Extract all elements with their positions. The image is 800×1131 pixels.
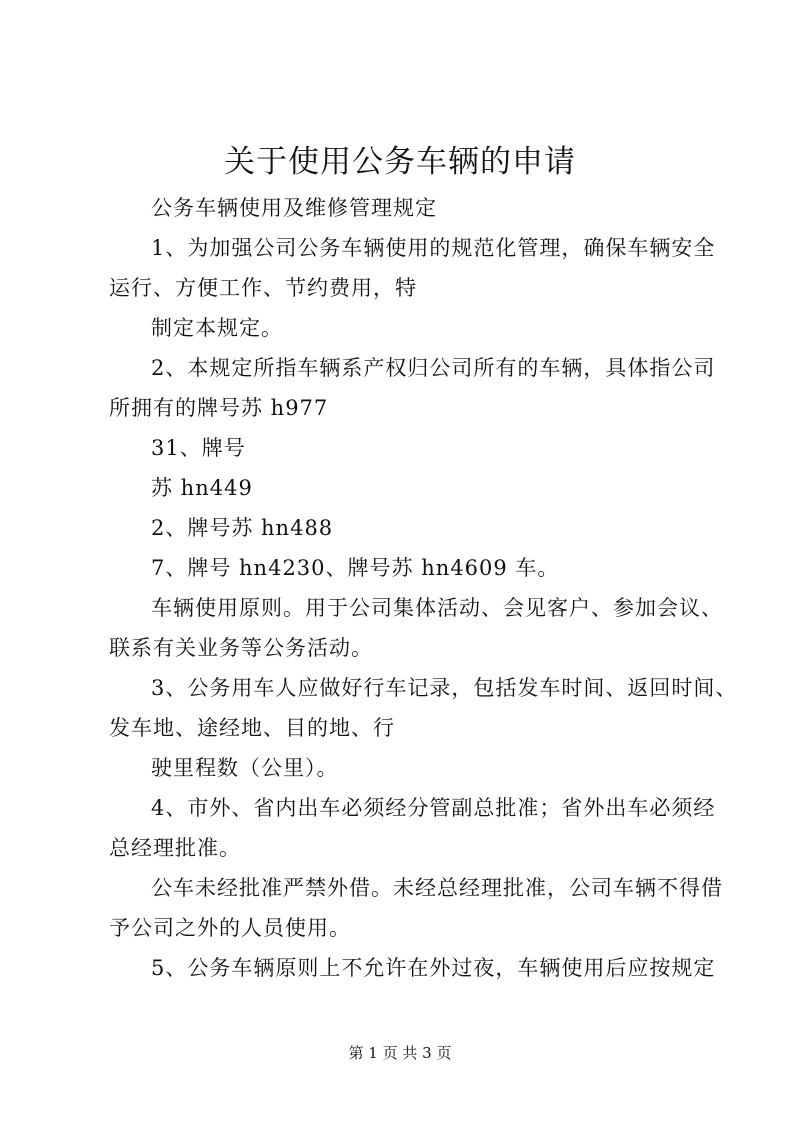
body-line: 2、牌号苏 hn488: [151, 516, 334, 540]
body-line: 31、牌号: [151, 436, 246, 460]
body-line: 1、为加强公司公务车辆使用的规范化管理，确保车辆安全: [151, 236, 716, 260]
body-line: 2、本规定所指车辆系产权归公司所有的车辆，具体指公司: [151, 356, 716, 380]
body-line: 公车未经批准严禁外借。未经总经理批准，公司车辆不得借: [151, 876, 723, 900]
body-line: 公务车辆使用及维修管理规定: [151, 196, 437, 220]
body-line: 总经理批准。: [109, 836, 241, 860]
body-line: 予公司之外的人员使用。: [109, 916, 351, 940]
body-line: 所拥有的牌号苏 h977: [109, 396, 329, 420]
body-line: 驶里程数（公里）。: [151, 756, 339, 780]
body-line: 4、市外、省内出车必须经分管副总批准；省外出车必须经: [151, 796, 716, 820]
body-line: 联系有关业务等公务活动。: [109, 636, 373, 660]
document-title: 关于使用公务车辆的申请: [224, 144, 576, 180]
body-line: 7、牌号 hn4230、牌号苏 hn4609 车。: [151, 556, 560, 580]
body-line: 发车地、途经地、目的地、行: [109, 716, 395, 740]
body-line: 苏 hn449: [151, 476, 253, 500]
body-line: 运行、方便工作、节约费用，特: [109, 276, 417, 300]
document-body: [109, 188, 738, 988]
body-line: 制定本规定。: [151, 316, 283, 340]
body-line: 3、公务用车人应做好行车记录，包括发车时间、返回时间、: [151, 676, 738, 700]
body-line: 5、公务车辆原则上不允许在外过夜，车辆使用后应按规定: [151, 956, 716, 980]
page-number-footer: 第 1 页 共 3 页: [348, 1044, 452, 1062]
body-line: 车辆使用原则。用于公司集体活动、会见客户、参加会议、: [151, 596, 723, 620]
